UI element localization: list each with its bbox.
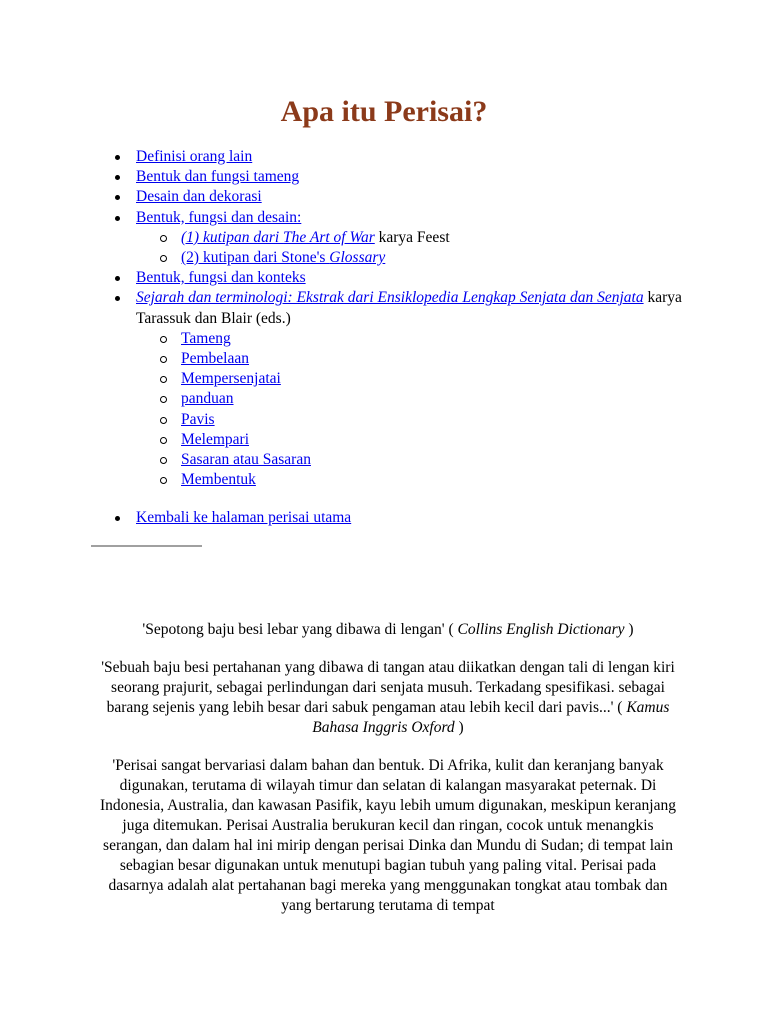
toc-link-membentuk[interactable]: Membentuk bbox=[181, 471, 256, 489]
quotes-section bbox=[100, 620, 676, 934]
toc-link-mempersenjatai[interactable]: Mempersenjatai bbox=[181, 370, 281, 388]
quote-perisai bbox=[100, 756, 676, 916]
toc-link-bentuk-fungsi-tameng[interactable]: Bentuk dan fungsi tameng bbox=[136, 168, 300, 186]
quote-text: 'Sepotong baju besi lebar yang dibawa di lengan' ( bbox=[142, 621, 458, 638]
toc-link-desain-dekorasi[interactable]: Desain dan dekorasi bbox=[136, 188, 262, 206]
toc-subitem bbox=[181, 389, 696, 409]
toc-subitem bbox=[181, 430, 696, 450]
toc-item bbox=[136, 508, 696, 528]
toc-item bbox=[136, 208, 696, 269]
toc-subitem bbox=[181, 228, 696, 248]
toc-link-tameng[interactable]: Tameng bbox=[181, 329, 231, 347]
toc-link-pembelaan[interactable]: Pembelaan bbox=[181, 350, 250, 368]
link-text: Sejarah dan terminologi: Ekstrak dari Ensiklopedia Lengkap Senjata dan Senjata bbox=[136, 289, 644, 307]
toc-item bbox=[136, 167, 696, 187]
toc-item bbox=[136, 187, 696, 207]
toc-link-sejarah-terminologi[interactable] bbox=[136, 289, 644, 306]
toc-item bbox=[136, 268, 696, 288]
quote-end: ) bbox=[454, 719, 464, 736]
link-title: Glossary bbox=[329, 249, 386, 267]
toc-item bbox=[136, 288, 696, 490]
toc-subitem bbox=[181, 369, 696, 389]
toc-link-art-of-war[interactable] bbox=[181, 229, 375, 246]
quote-text: 'Perisai sangat bervariasi dalam bahan dan bentuk. Di Afrika, kulit dan keranjang banyak digunakan, terutama di wilayah timur dan selatan di kalangan masyarakat peternak. Di Indonesia, Australia, dan kawasan Pasifik, kayu lebih umum digunakan, meskipun keranjang juga ditemukan. Perisai Australia berukuran kecil dan ringan, cocok untuk menangkis serangan, dan dalam hal ini mirip dengan perisai Dinka dan Mundu di Sudan; di tempat lain sebagian besar digunakan untuk menutupi bagian tubuh yang paling vital. Perisai pada dasarnya adalah alat pertahanan bagi mereka yang menggunakan tongkat atau tombak dan yang bertarung terutama di tempat bbox=[100, 757, 676, 914]
link-title: The Art of War bbox=[283, 228, 375, 246]
page-title: Apa itu Perisai? bbox=[280, 95, 488, 128]
quote-oxford bbox=[100, 658, 676, 738]
toc-item bbox=[136, 147, 696, 167]
toc-subitem bbox=[181, 349, 696, 369]
toc-subitem bbox=[181, 470, 696, 490]
toc-link-pavis[interactable]: Pavis bbox=[181, 410, 215, 428]
link-text: (1) kutipan dari bbox=[181, 228, 284, 246]
toc-sublist bbox=[136, 329, 696, 491]
toc-link-definisi[interactable]: Definisi orang lain bbox=[136, 148, 253, 165]
quote-source: Collins English Dictionary bbox=[457, 621, 625, 638]
toc-subitem-tail: karya Feest bbox=[374, 228, 450, 246]
link-text: (2) kutipan dari Stone's bbox=[181, 249, 330, 267]
toc-subitem bbox=[181, 450, 696, 470]
toc-link-panduan[interactable]: panduan bbox=[181, 390, 234, 408]
toc-link-bentuk-fungsi-konteks[interactable]: Bentuk, fungsi dan konteks bbox=[136, 269, 306, 287]
quote-end: ) bbox=[624, 621, 634, 638]
toc-subitem bbox=[181, 329, 696, 349]
toc-link-sasaran[interactable]: Sasaran atau Sasaran bbox=[181, 451, 311, 469]
back-to-main-link[interactable]: Kembali ke halaman perisai utama bbox=[136, 509, 352, 527]
quote-collins bbox=[100, 620, 676, 640]
table-of-contents bbox=[136, 147, 696, 529]
toc-item-tail: karya Tarassuk dan Blair (eds.) bbox=[136, 289, 682, 327]
toc-subitem bbox=[181, 248, 696, 268]
toc-link-bentuk-fungsi-desain[interactable]: Bentuk, fungsi dan desain: bbox=[136, 208, 302, 226]
toc-link-melempari[interactable]: Melempari bbox=[181, 430, 250, 448]
toc-link-stone-glossary[interactable] bbox=[181, 249, 385, 266]
quote-text: 'Sebuah baju besi pertahanan yang dibawa di tangan atau diikatkan dengan tali di lengan kiri seorang prajurit, sebagai perlindungan dari senjata musuh. Terkadang spesifikasi. sebagai barang sejenis yang lebih besar dari sabuk pengaman atau lebih kecil dari pavis...' ( bbox=[101, 659, 675, 716]
quote-source: Kamus Bahasa Inggris Oxford bbox=[312, 699, 670, 736]
divider bbox=[91, 545, 202, 547]
toc-subitem bbox=[181, 410, 696, 430]
toc-sublist bbox=[136, 228, 696, 268]
